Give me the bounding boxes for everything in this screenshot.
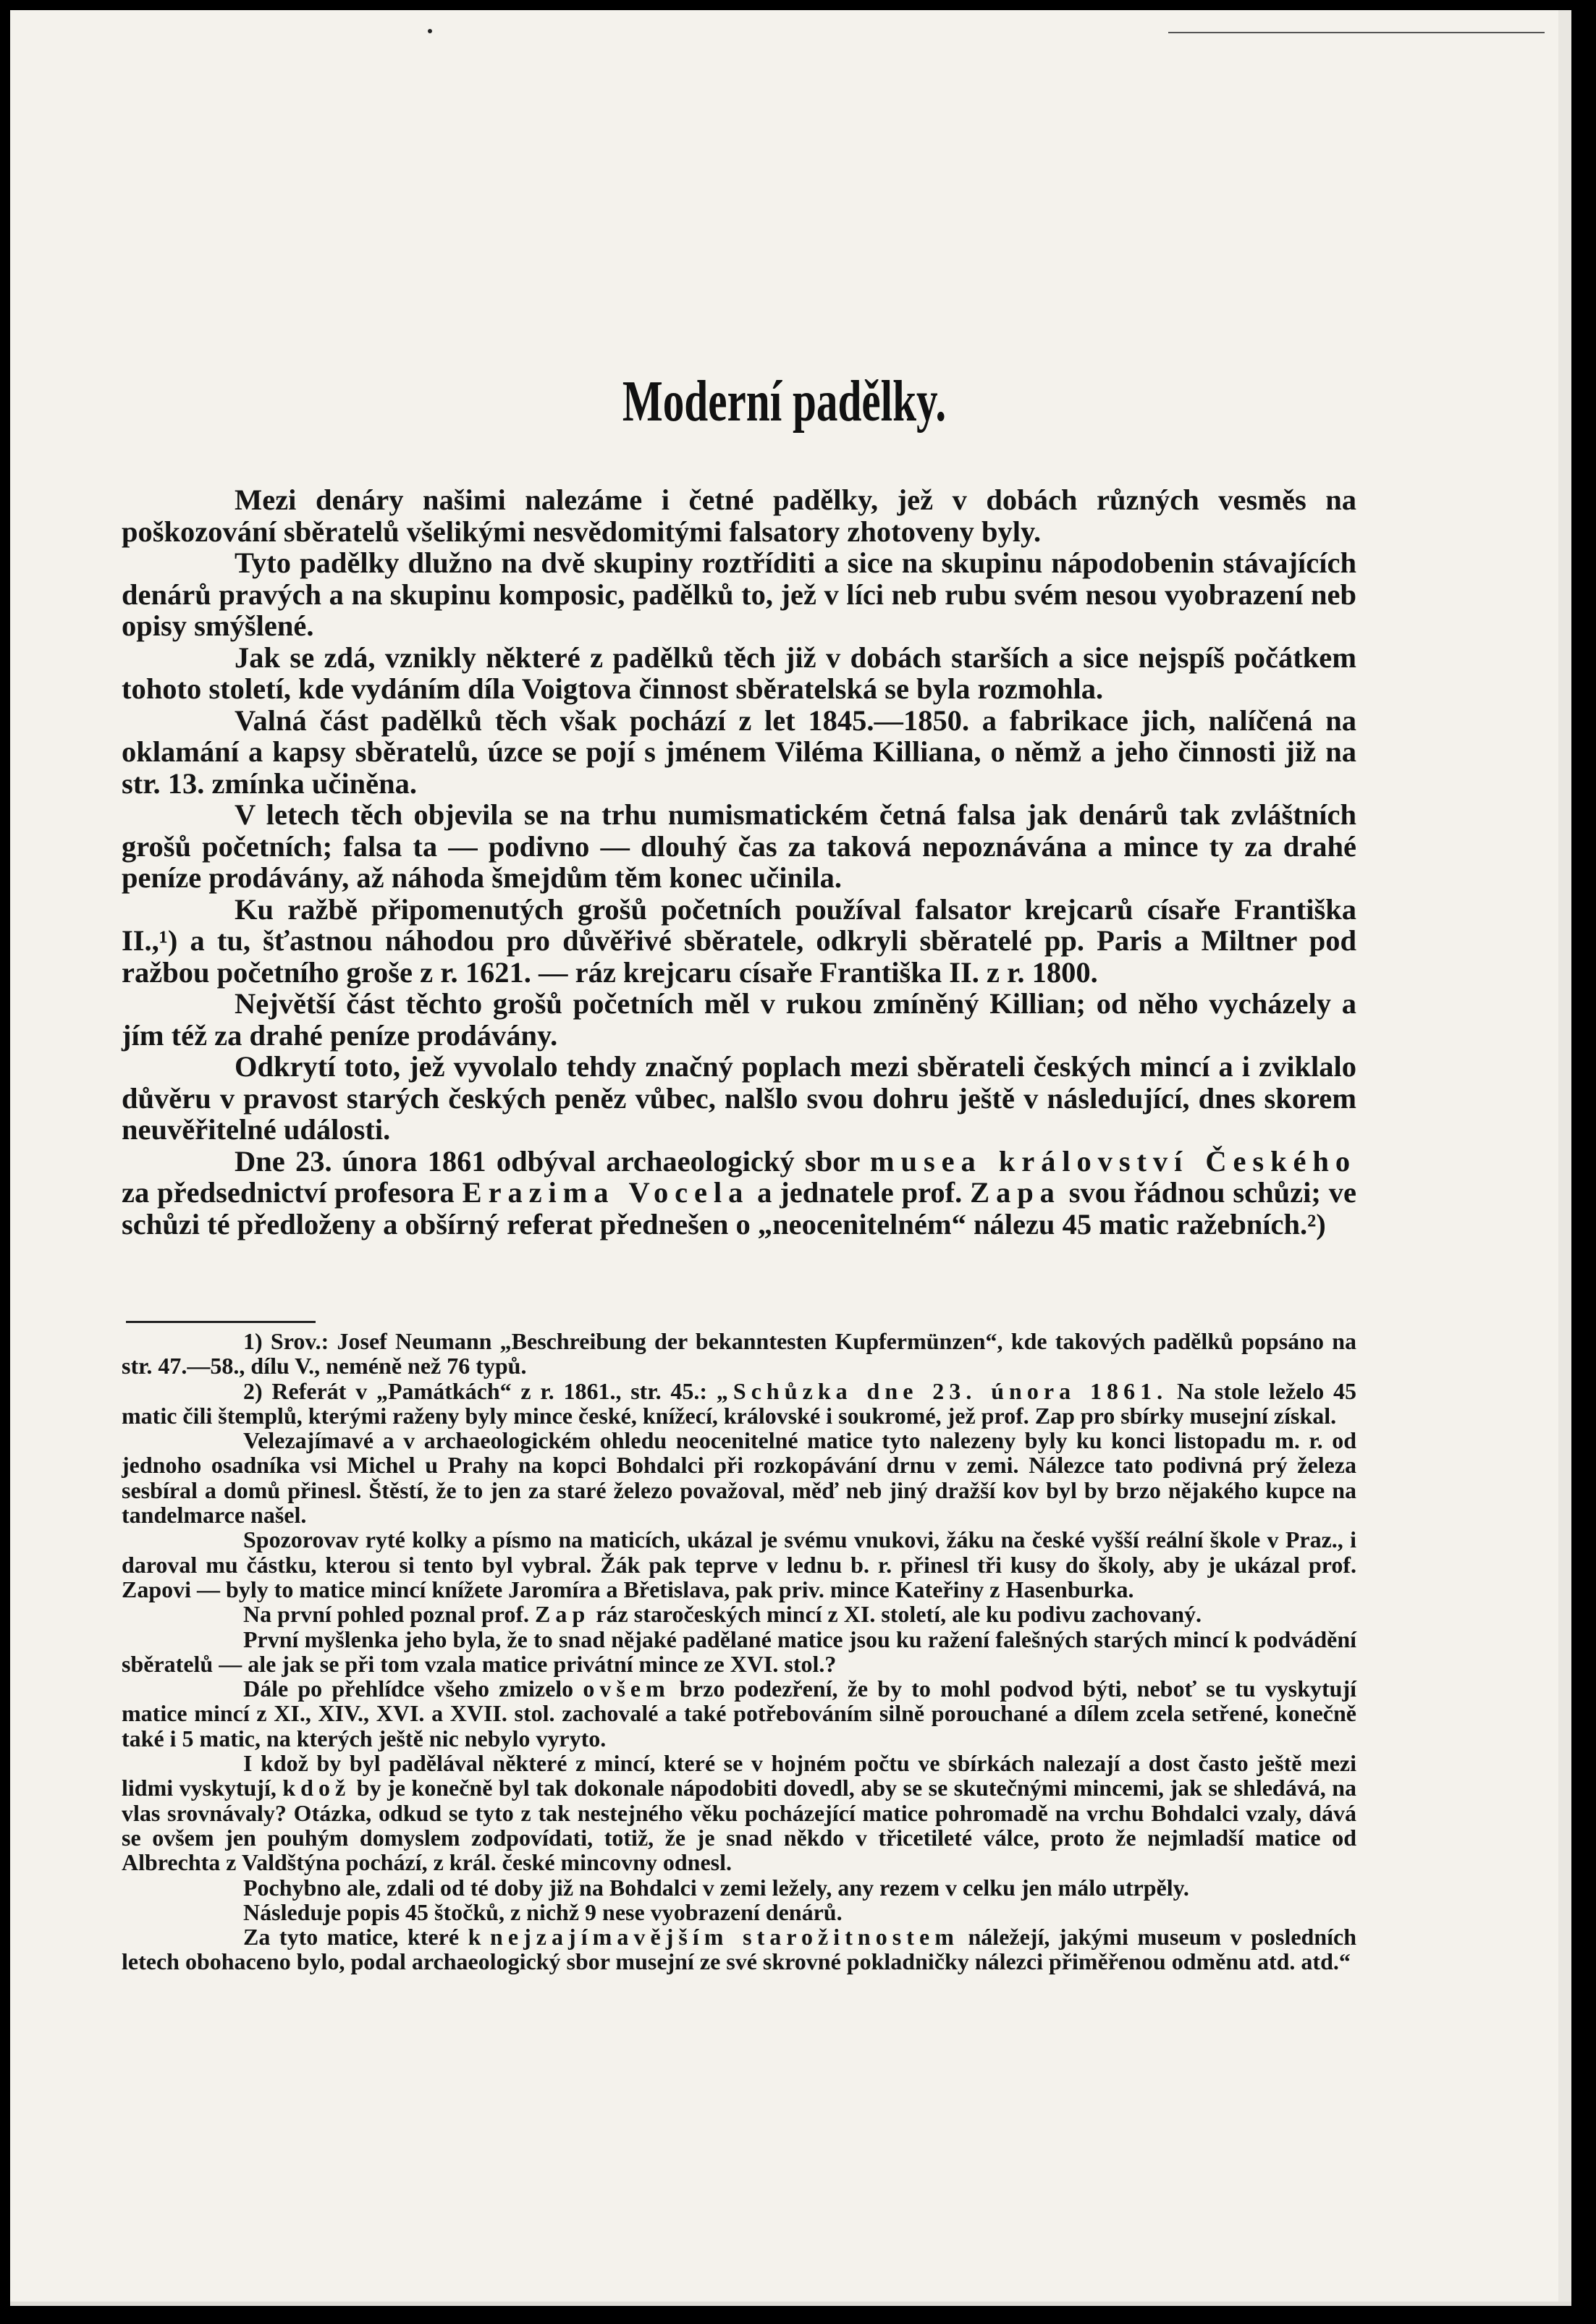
paragraph: Ku ražbě připomenutých grošů početních používal falsator krejcarů císaře Františka II.,¹) a tu, šťastnou náhodou pro důvěřivé sběratele, odkryli sběratelé pp. Paris a Miltner pod ražbou početního groše z r. 1621. — ráz krejcaru císaře Františka II. z r. 1800. (122, 892, 1356, 989)
footnote-paragraph (122, 1924, 1356, 1974)
spaced-text: Erazima Vocela (462, 1176, 750, 1209)
text-run: Na první pohled poznal prof. (243, 1601, 536, 1628)
paragraph-last (122, 1146, 1356, 1241)
main-text (122, 484, 1356, 1240)
page-title: Moderní padělky. (622, 370, 947, 434)
paragraph: Mezi denáry našimi nalezáme i četné padělky, jež v dobách různých vesměs na poškozování sběratelů všelikými nesvědomitými falsatory zhotoveny byly. (122, 483, 1356, 548)
page-edge-right (1558, 10, 1571, 2302)
top-edge-line (1168, 32, 1545, 33)
footnote-paragraph (122, 1602, 1356, 1626)
text-run: Za tyto matice, které k (243, 1924, 490, 1951)
paragraph: Největší část těchto grošů početních měl v rukou zmíněný Killian; od něho vycházely a jím též za drahé peníze prodávány. (122, 987, 1356, 1052)
text-run: za předsednictví profesora (122, 1176, 463, 1209)
footnote-2 (122, 1379, 1356, 1429)
text-run: brzo podezření, že by to mohl podvod býti, neboť se tu vyskytují matice mincí z XI., XIV., XVI. a XVII. stol. zachovalé a také potřebováním silně porouchané a dílem zcela setřené, konečně také i 5 matic, na kterých ještě nic nebylo vyryto. (122, 1676, 1357, 1752)
paragraph: Odkrytí toto, jež vyvolalo tehdy značný poplach mezi sběrateli českých mincí a i zviklalo důvěru v pravost starých českých peněz vůbec, nalšlo svou dohru ještě v následující, dnes skorem neuvěřitelné události. (122, 1050, 1356, 1146)
footnote-paragraph: První myšlenka jeho byla, že to snad nějaké padělané matice jsou ku ražení falešných starých mincí k podvádění sběratelů — ale jak se při tom vzala matice privátní mince ze XVI. stol.? (122, 1626, 1356, 1677)
spaced-text: Zap (535, 1601, 591, 1628)
text-run: Dále po přehlídce všeho zmizelo (243, 1676, 583, 1702)
footnote-paragraph (122, 1676, 1356, 1751)
page-edge-bottom (10, 2302, 1571, 2306)
spaced-text: kdož (282, 1775, 351, 1801)
paragraph: Tyto padělky dlužno na dvě skupiny roztříditi a sice na skupinu nápodobenin stávajících denárů pravých a na skupinu komposic, padělků to, jež v líci neb rubu svém nesou vyobrazení neb opisy smýšlené. (122, 546, 1356, 642)
text-run: svou řádnou schůzi; ve schůzi té předloženy a obšírný referat přednešen o „neocenitelném“ nálezu 45 matic ražebních.²) (122, 1176, 1356, 1241)
paragraph: V letech těch objevila se na trhu numismatickém četná falsa jak denárů tak zvláštních grošů početních; falsa ta — podivno — dlouhý čas za taková nepoznávána a mince ty za drahé peníze prodávány, až náhoda šmejdům těm konec učinila. (122, 798, 1356, 894)
spaced-text: ovšem (583, 1676, 670, 1702)
text-run: Na stole leželo 45 matic čili štemplů, kterými raženy byly mince české, knížecí, královské i soukromé, jež prof. Zap pro sbírky musejní získal. (122, 1377, 1357, 1429)
footnote-paragraph: Spozorovav ryté kolky a písmo na maticích, ukázal je svému vnukovi, žáku na české vyšší reální škole v Praz., i daroval mu částku, kterou si tento byl vybral. Žák pak teprve v lednu b. r. přinesl tři kusy do školy, aby je ukázal prof. Zapovi — byly to matice mincí knížete Jaromíra a Břetislava, pak priv. mince Kateřiny z Hasenburka. (122, 1526, 1356, 1602)
document-page (10, 10, 1558, 2302)
paragraph: Valná část padělků těch však pochází z let 1845.—1850. a fabrikace jich, nalíčená na oklamání a kapsy sběratelů, úzce se pojí s jménem Viléma Killiana, o němž a jeho činnosti již na str. 13. zmínka učiněna. (122, 703, 1356, 800)
paragraph: Jak se zdá, vznikly některé z padělků těch již v dobách starších a sice nejspíš počátkem tohoto století, kde vydáním díla Voigtova činnost sběratelská se byla rozmohla. (122, 641, 1356, 705)
spaced-text: „Schůzka dne 23. února 1861. (716, 1377, 1168, 1404)
text-run: Dne 23. února 1861 odbýval archaeologický sbor (235, 1144, 870, 1178)
spaced-text: Zapa (970, 1176, 1061, 1209)
text-run: 2) Referát v „Památkách“ z r. 1861., str. 45.: (243, 1377, 717, 1404)
text-run: by je konečně byl tak dokonale nápodobiti dovedl, aby se se skutečnými mincemi, jak se shledává, na vlas srovnávaly? Otázka, odkud se tyto z tak nestejného věku pocházející matice pohromadě na vrchu Bohdalci vzaly, dává se ovšem jen pouhým domyslem zodpovídati, totiž, že je snad někdo v třicetileté válce, proto že nejmladší matice od Albrechta z Valdštýna pochází, z král. české mincovny odnesl. (122, 1775, 1357, 1876)
footnote-paragraph (122, 1751, 1356, 1875)
footnote-paragraph: Velezajímavé a v archaeologickém ohledu neocenitelné matice tyto nalezeny byly ku konci listopadu m. r. od jednoho osadníka vsi Michel u Prahy na kopci Bohdalci při rozkopávání drnu v zemi. Nálezce tato podivná prý železa sesbíral a domů přinesl. Štěstí, že to jen za staré železo považoval, měď neb jiný dražší kov byl by brzo nějakého kupce na tandelmarce našel. (122, 1427, 1356, 1529)
footnote-1: 1) Srov.: Josef Neumann „Beschreibung der bekanntesten Kupfermünzen“, kde takových padělků popsáno na str. 47.—58., dílu V., neméně než 76 typů. (122, 1328, 1356, 1379)
ink-speck (428, 29, 432, 33)
text-run: ráz staročeských mincí z XI. století, ale ku podivu zachovaný. (590, 1601, 1202, 1628)
spaced-text: nejzajímavějším starožitnostem (489, 1924, 959, 1951)
footnotes (122, 1329, 1356, 1974)
text-run: a jednatele prof. (749, 1176, 971, 1209)
footnote-paragraph: Následuje popis 45 štočků, z nichž 9 nese vyobrazení denárů. (243, 1898, 843, 1925)
footnote-rule (126, 1321, 316, 1323)
spaced-text: musea království Českého (869, 1144, 1356, 1178)
footnote-paragraph: Pochybno ale, zdali od té doby již na Bohdalci v zemi ležely, any rezem v celku jen málo utrpěly. (243, 1874, 1189, 1901)
text-run: I kdož by byl padělával některé z mincí, které se v hojném počtu ve sbírkách nalezají a dost často ještě mezi lidmi vyskytují, (122, 1750, 1356, 1801)
text-run: náležejí, jakými museum v posledních letech obohaceno bylo, podal archaeologický sbor musejní ze své skrovné pokladničky nálezci přiměřenou odměnu atd. atd.“ (122, 1924, 1357, 1975)
